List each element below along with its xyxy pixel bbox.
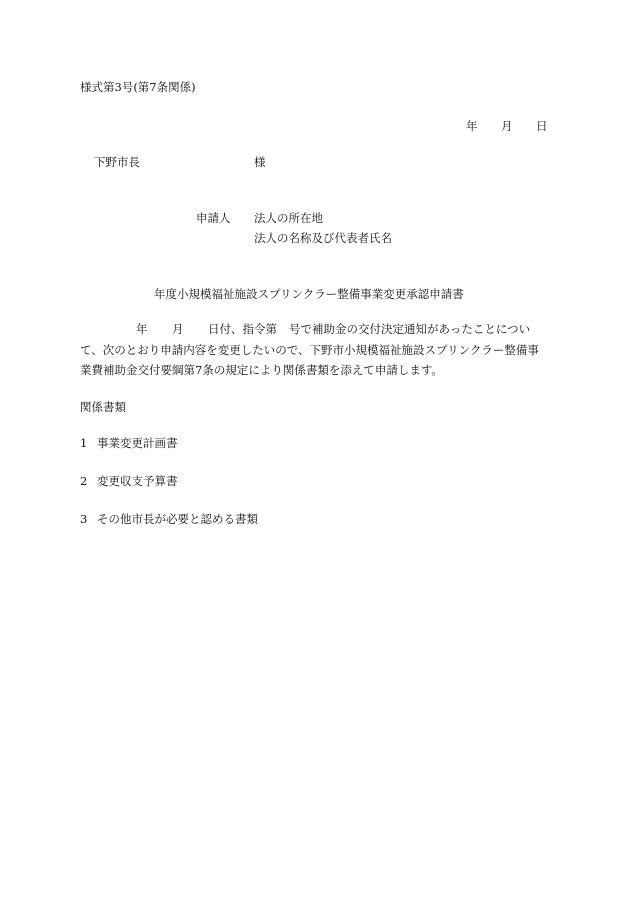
body-line1-text: 号で補助金の交付決定通知があったことについ <box>289 322 531 336</box>
related-doc-number: 3 <box>80 512 88 526</box>
applicant-label: 申請人 <box>196 211 231 225</box>
related-docs-title: 関係書類 <box>80 400 126 414</box>
body-line1-day-order: 日付、指令第 <box>208 322 277 336</box>
body-line1-year: 年 <box>136 322 148 336</box>
related-doc-text: 事業変更計画書 <box>97 436 178 450</box>
form-number: 様式第3号(第7条関係) <box>80 80 196 94</box>
date-year-label: 年 <box>466 119 478 133</box>
date-day-label: 日 <box>536 119 548 133</box>
applicant-name-label: 法人の名称及び代表者氏名 <box>254 231 392 245</box>
body-line3-text: 業費補助金交付要綱第7条の規定により関係書類を添えて申請します。 <box>80 363 443 377</box>
body-line2-text: て、次のとおり申請内容を変更したいので、下野市小規模福祉施設スプリンクラー整備事 <box>80 343 539 357</box>
addressee-honorific: 様 <box>254 155 266 169</box>
document-title: 年度小規模福祉施設スプリンクラー整備事業変更承認申請書 <box>154 287 464 301</box>
addressee-name: 下野市長 <box>94 155 140 169</box>
related-doc-number: 2 <box>80 474 88 488</box>
related-doc-text: 変更収支予算書 <box>97 474 178 488</box>
date-month-label: 月 <box>501 119 513 133</box>
applicant-address-label: 法人の所在地 <box>254 211 323 225</box>
related-doc-text: その他市長が必要と認める書類 <box>97 512 258 526</box>
related-doc-number: 1 <box>80 436 88 450</box>
body-line1-month: 月 <box>172 322 184 336</box>
